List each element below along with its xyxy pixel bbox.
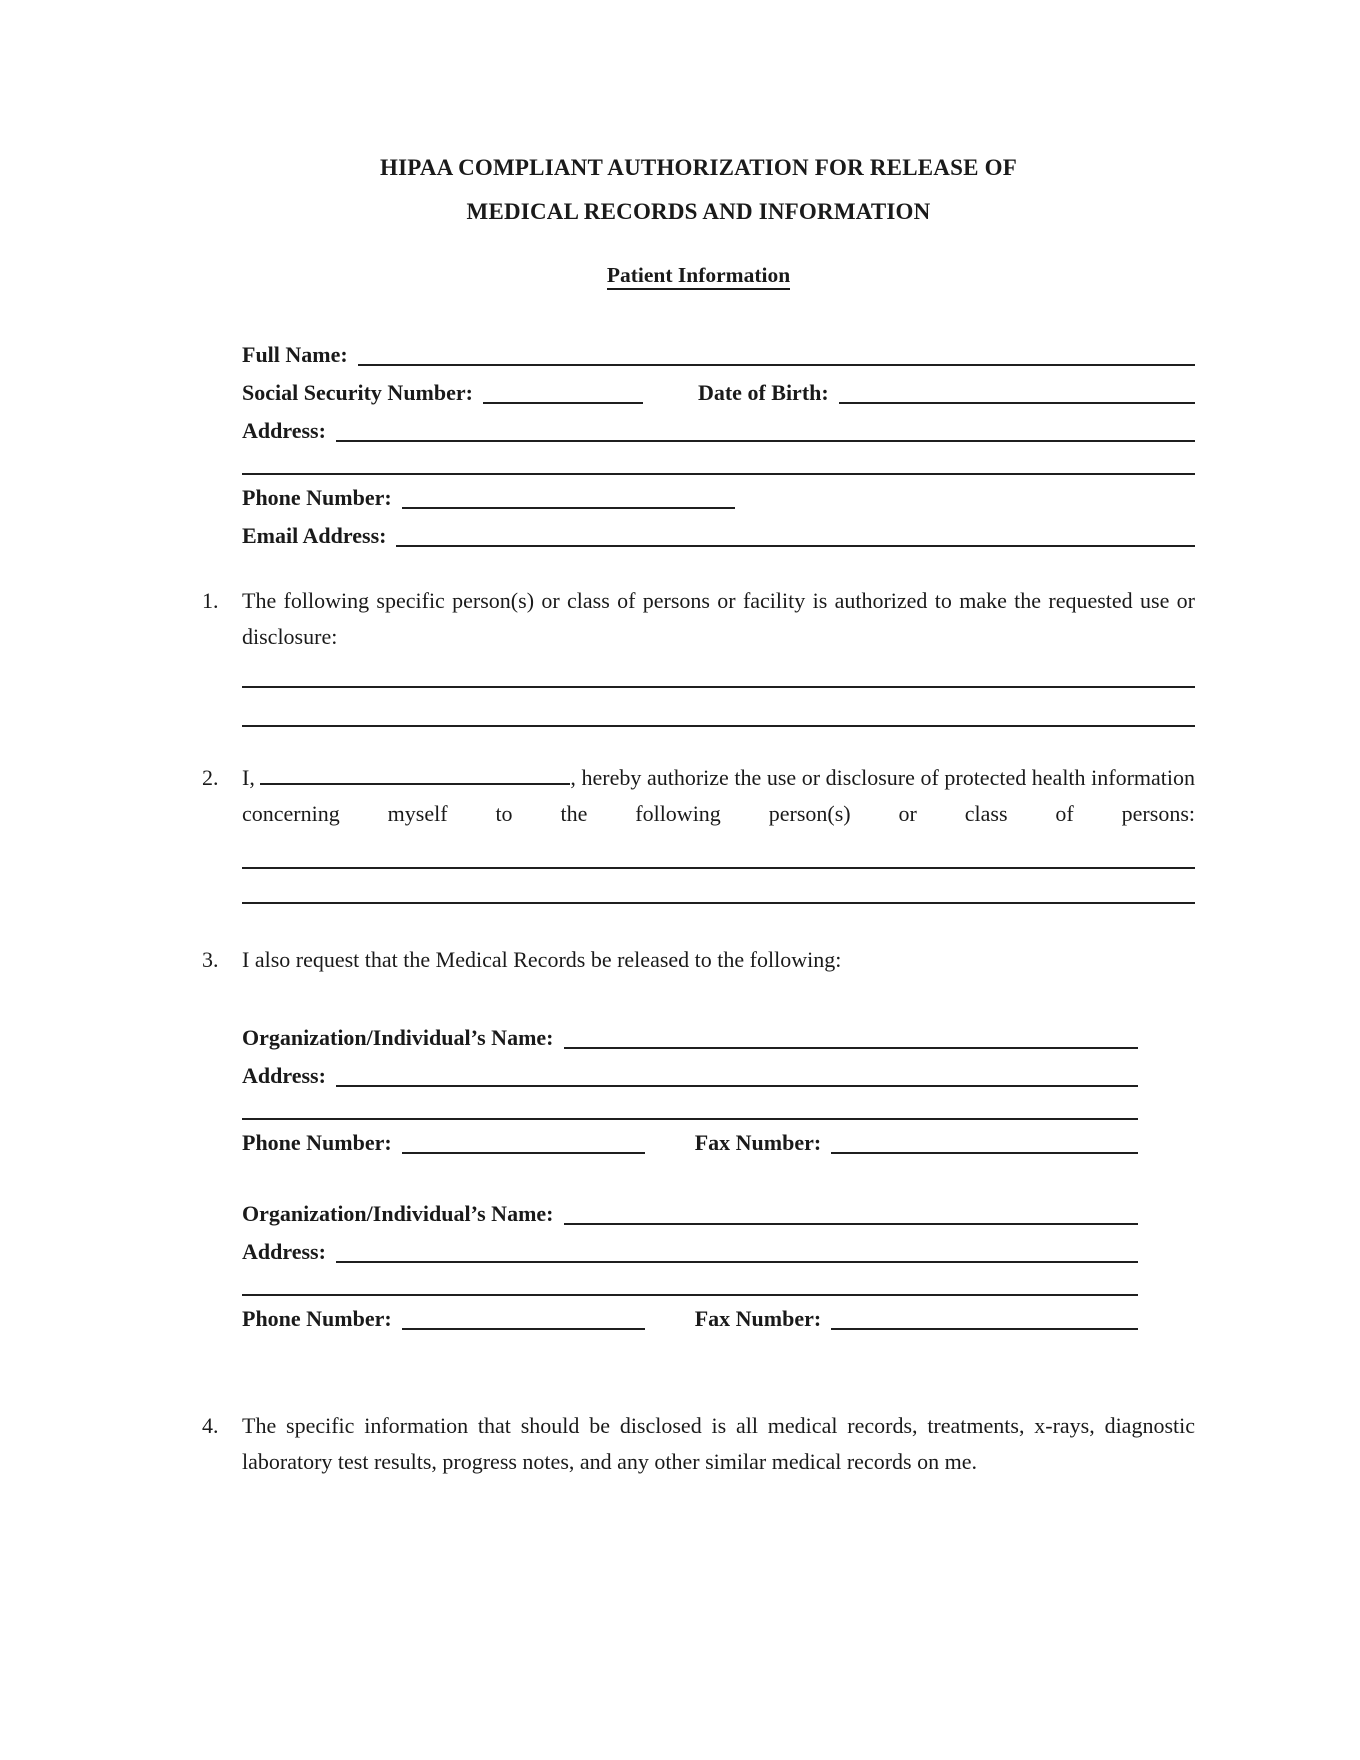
patient-information-heading: Patient Information xyxy=(202,260,1195,290)
recipient-phone-label: Phone Number: xyxy=(242,1130,392,1155)
recipient-fax-label: Fax Number: xyxy=(694,1130,822,1155)
full-name-field xyxy=(242,332,1195,370)
ssn-blank-line[interactable] xyxy=(483,392,643,404)
item-2-name-blank-line[interactable] xyxy=(260,783,570,785)
dob-label: Date of Birth: xyxy=(697,380,829,405)
ssn-label: Social Security Number: xyxy=(242,380,473,405)
item-2-blank-line-1[interactable] xyxy=(242,832,1195,869)
item-4-text: The specific information that should be disclosed is all medical records, treatments, x-rays, diagnostic laboratory test results, progress notes, and any other similar medical records on me. xyxy=(242,1413,1195,1474)
recipient-block-2 xyxy=(242,1191,1138,1334)
full-name-blank-line[interactable] xyxy=(358,354,1195,366)
org-name-label: Organization/Individual’s Name: xyxy=(242,1201,554,1226)
phone-field xyxy=(242,475,1195,513)
recipient-address-label: Address: xyxy=(242,1239,326,1264)
recipient-phone-label: Phone Number: xyxy=(242,1306,392,1331)
org-name-blank-line[interactable] xyxy=(564,1213,1139,1225)
item-2-text-before: I, xyxy=(242,765,255,790)
item-2-blank-line-2[interactable] xyxy=(242,869,1195,904)
phone-label: Phone Number: xyxy=(242,485,392,510)
list-item-2 xyxy=(202,760,1195,904)
item-1-number: 1. xyxy=(202,588,219,613)
recipient-address-blank-line[interactable] xyxy=(336,1075,1138,1087)
item-2-text-after: , hereby authorize the use or disclosure of protected health information concerning myself to the following person(s) or class of persons: xyxy=(242,765,1195,826)
patient-information-fields xyxy=(242,332,1195,551)
list-item-1 xyxy=(202,583,1195,727)
recipient-phone-fax-row-1 xyxy=(242,1120,1138,1158)
recipient-address-field-2 xyxy=(242,1229,1138,1267)
email-label: Email Address: xyxy=(242,523,387,548)
address-blank-line-2[interactable] xyxy=(242,446,1195,475)
list-item-4 xyxy=(202,1408,1195,1480)
recipient-address-blank-line-2[interactable] xyxy=(242,1267,1138,1296)
full-name-label: Full Name: xyxy=(242,342,348,367)
ssn-dob-field-row xyxy=(242,370,1195,408)
recipient-fax-blank-line[interactable] xyxy=(831,1318,1138,1330)
org-name-field-1 xyxy=(242,1015,1138,1053)
document-title-line-2: MEDICAL RECORDS AND INFORMATION xyxy=(466,199,931,224)
item-1-blank-line-1[interactable] xyxy=(242,655,1195,688)
org-name-blank-line[interactable] xyxy=(564,1037,1139,1049)
org-name-field-2 xyxy=(242,1191,1138,1229)
item-4-number: 4. xyxy=(202,1413,219,1438)
org-name-label: Organization/Individual’s Name: xyxy=(242,1025,554,1050)
recipient-phone-fax-row-2 xyxy=(242,1296,1138,1334)
item-2-number: 2. xyxy=(202,765,219,790)
email-field xyxy=(242,513,1195,551)
email-blank-line[interactable] xyxy=(396,535,1195,547)
dob-blank-line[interactable] xyxy=(839,392,1195,404)
list-item-3 xyxy=(202,942,1195,978)
recipient-address-blank-line-2[interactable] xyxy=(242,1091,1138,1120)
address-label: Address: xyxy=(242,418,326,443)
recipient-phone-blank-line[interactable] xyxy=(402,1142,645,1154)
address-field xyxy=(242,408,1195,446)
recipient-phone-blank-line[interactable] xyxy=(402,1318,645,1330)
item-3-text: I also request that the Medical Records be released to the following: xyxy=(242,947,842,972)
document-title xyxy=(202,146,1195,234)
item-3-number: 3. xyxy=(202,947,219,972)
recipient-block-1 xyxy=(242,1015,1138,1158)
recipient-address-blank-line[interactable] xyxy=(336,1251,1138,1263)
item-1-blank-line-2[interactable] xyxy=(242,688,1195,727)
recipient-address-field-1 xyxy=(242,1053,1138,1091)
item-1-text: The following specific person(s) or class of persons or facility is authorized to make the requested use or disclosure: xyxy=(242,588,1195,649)
recipient-fax-label: Fax Number: xyxy=(694,1306,822,1331)
address-blank-line[interactable] xyxy=(336,430,1195,442)
recipient-fax-blank-line[interactable] xyxy=(831,1142,1138,1154)
phone-blank-line[interactable] xyxy=(402,497,735,509)
item-2-text xyxy=(242,760,1195,832)
recipient-address-label: Address: xyxy=(242,1063,326,1088)
document-title-line-1: HIPAA COMPLIANT AUTHORIZATION FOR RELEASE OF xyxy=(380,155,1017,180)
